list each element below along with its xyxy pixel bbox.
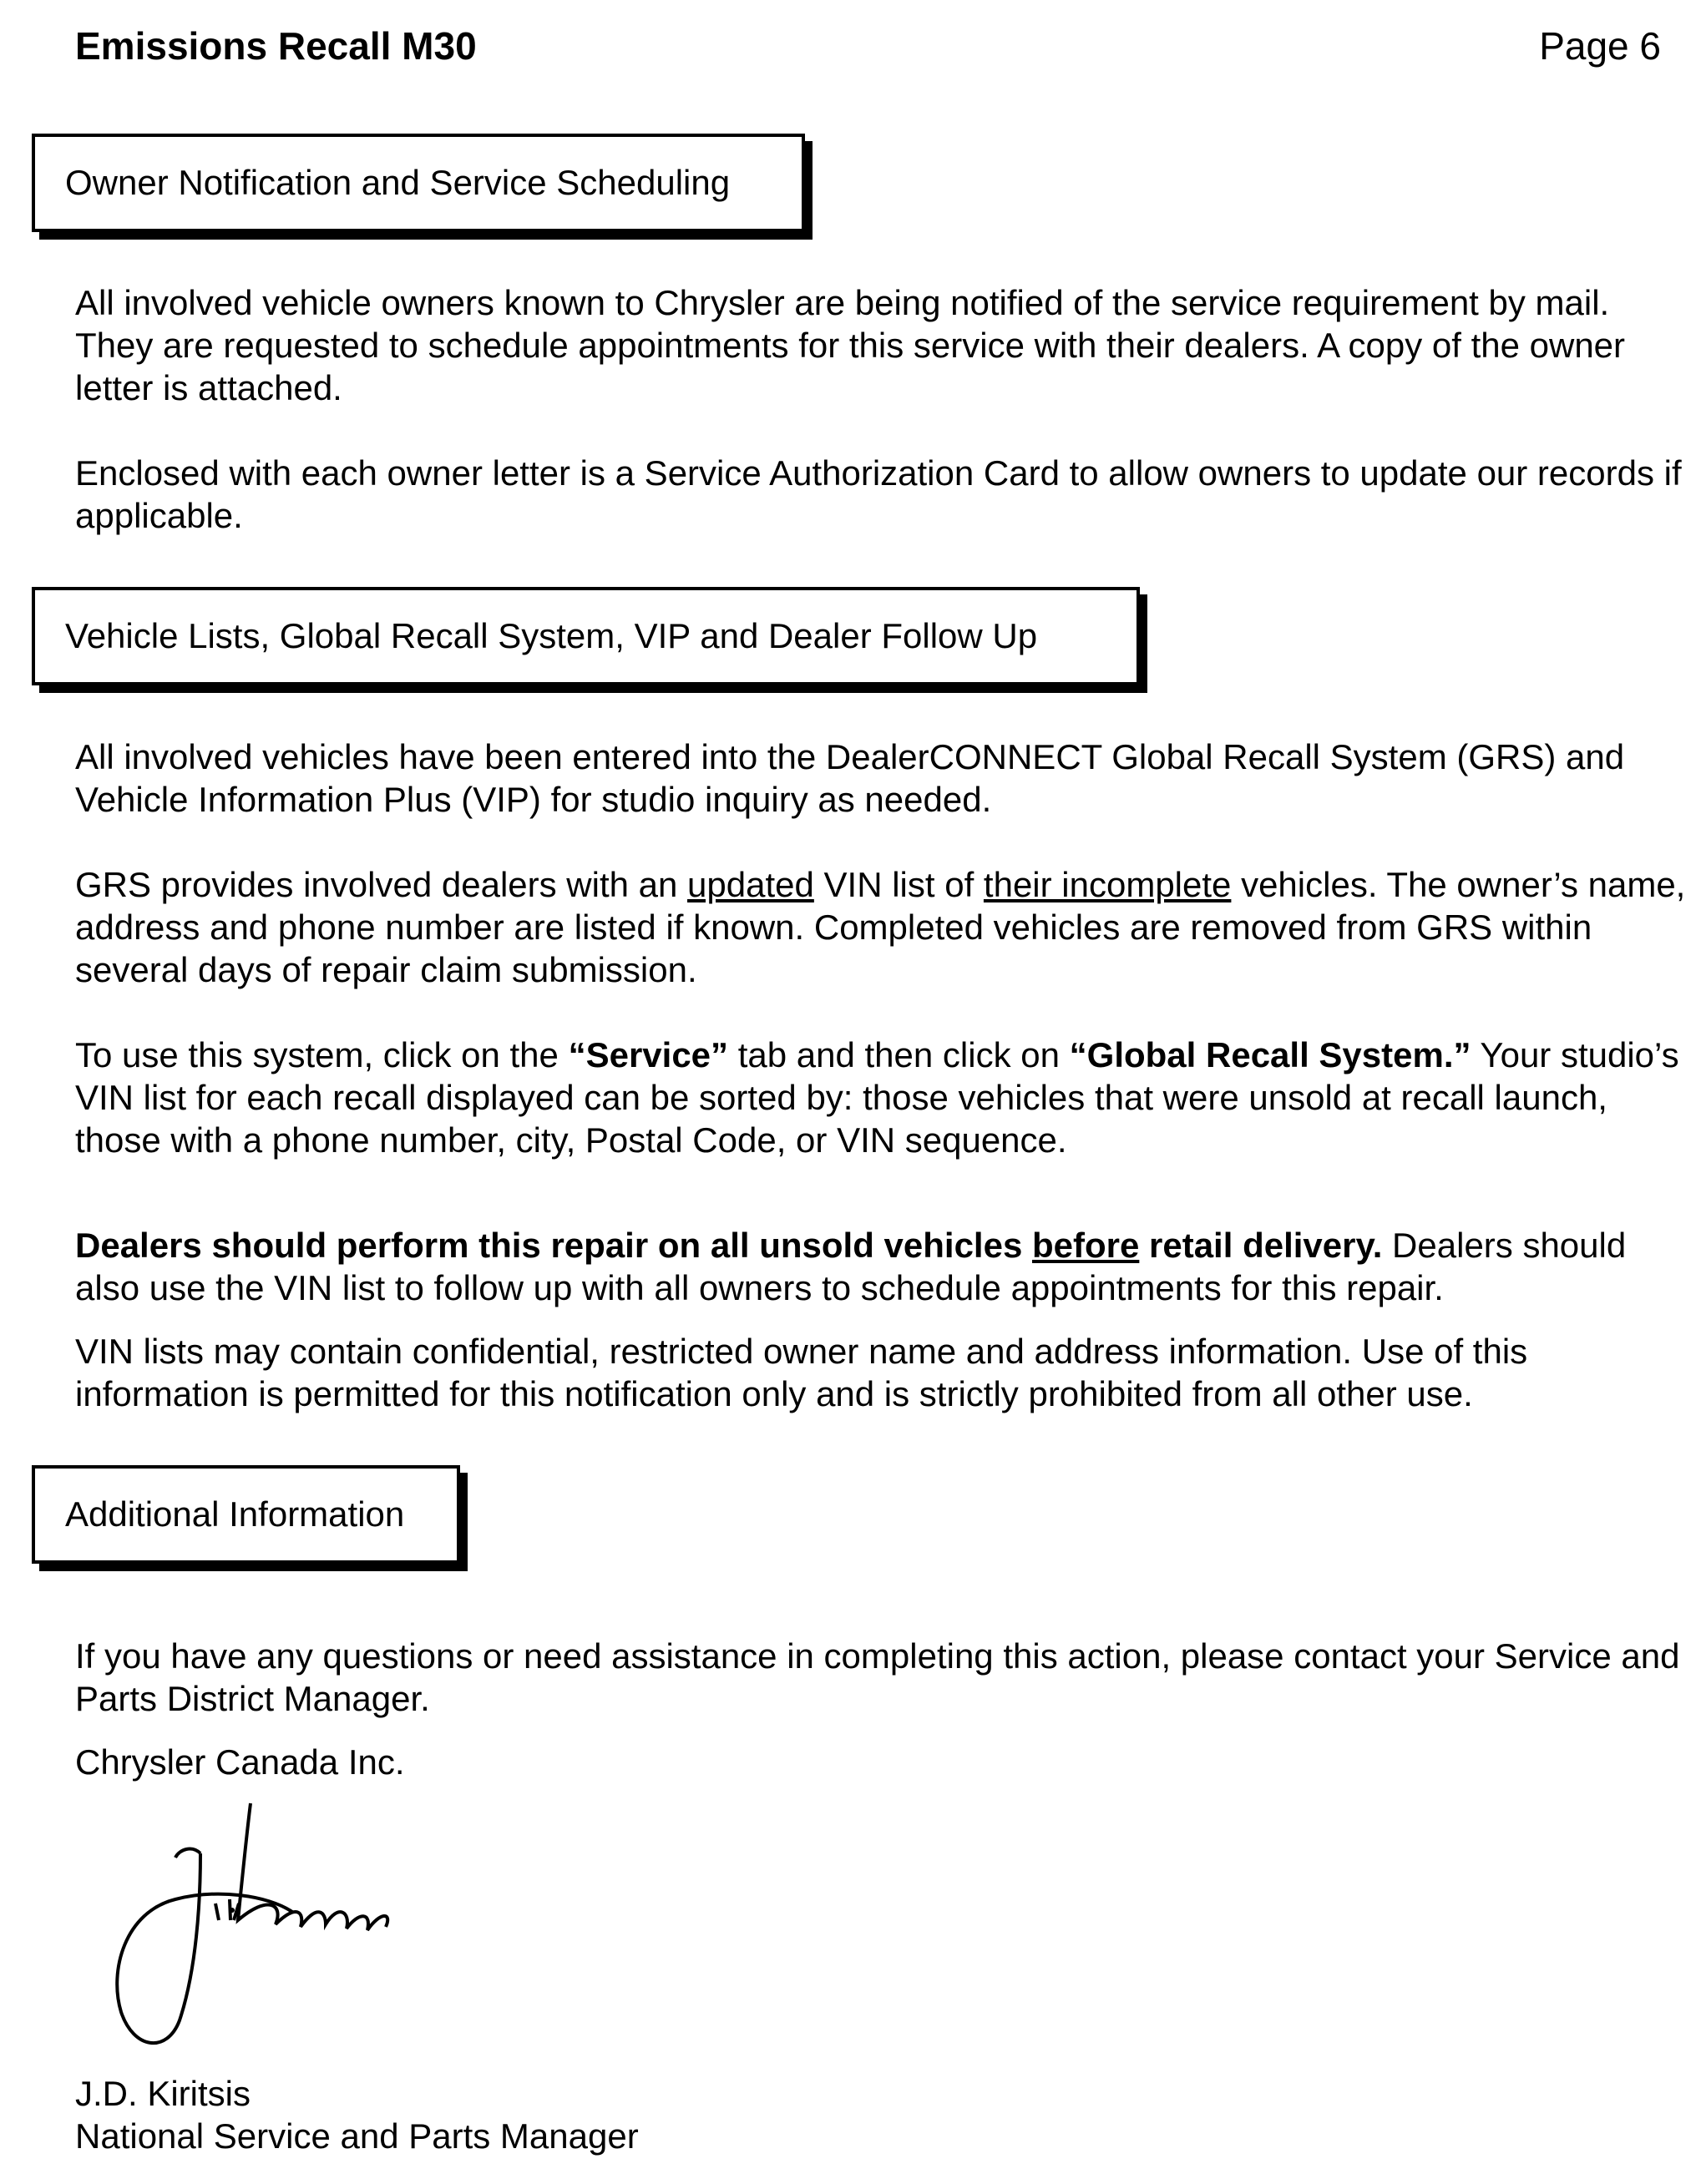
signer-title: National Service and Parts Manager [75,2116,639,2156]
section-heading-vehicle-lists [32,587,1140,685]
section-heading-text: Owner Notification and Service Scheduling [65,162,731,202]
bold-text: “Service” [568,1035,729,1074]
section-heading-text: Additional Information [65,1494,405,1534]
signer-name: J.D. Kiritsis [75,2074,251,2113]
text-run: vehicles. The owner’s name, address and phone number are listed if known. Completed vehicles are removed from GRS within several days of repair claim submission. [75,865,1686,989]
bold-text: retail delivery. [1139,1226,1383,1265]
text-run: Your studio’s VIN list for each recall displayed can be sorted by: those vehicles that were unsold at recall launch, those with a phone number, city, Postal Code, or VIN sequence. [75,1035,1679,1160]
text-run: VIN list of [813,865,984,904]
section-heading-text: Vehicle Lists, Global Recall System, VIP and Dealer Follow Up [65,615,1038,655]
document-title: Emissions Recall M30 [75,24,477,68]
bold-text: Dealers should perform this repair on all unsold vehicles [75,1226,1032,1265]
page-number: Page 6 [1539,24,1661,68]
text-run: To use this system, click on the [75,1035,569,1074]
paragraph-service-authorization: Enclosed with each owner letter is a Service Authorization Card to allow owners to update our records if applicable. [75,453,1682,535]
text-run: tab and then click on [728,1035,1070,1074]
section-heading-owner-notification [32,134,805,232]
company-name: Chrysler Canada Inc. [75,1742,405,1782]
paragraph-grs-vip: All involved vehicles have been entered into the DealerCONNECT Global Recall System (GRS) and Vehicle Information Plus (VIP) for studio inquiry as needed. [75,737,1625,819]
paragraph-confidential: VIN lists may contain confidential, restricted owner name and address information. Use of this information is permitted for this notification only and is strictly prohibited from all other use. [75,1332,1528,1413]
signature [75,1787,409,2070]
underlined-text: updated [687,865,814,904]
bold-text: “Global Recall System.” [1069,1035,1471,1074]
paragraph-dealer-repair [75,1224,1687,1309]
paragraph-use-system [75,1034,1687,1161]
underlined-text: their incomplete [983,865,1232,904]
section-heading-additional-info [32,1465,460,1564]
bold-underlined-text: before [1031,1226,1140,1265]
paragraph-contact: If you have any questions or need assistance in completing this action, please contact your Service and Parts District Manager. [75,1636,1680,1718]
text-run: GRS provides involved dealers with an [75,865,688,904]
paragraph-owner-notification: All involved vehicle owners known to Chrysler are being notified of the service requirement by mail. They are requested to schedule appointments for this service with their dealers. A copy of the owner letter is attached. [75,283,1626,407]
text-run: Dealers should also use the VIN list to follow up with all owners to schedule appointments for this repair. [75,1226,1627,1307]
paragraph-grs-vin-list [75,863,1687,991]
